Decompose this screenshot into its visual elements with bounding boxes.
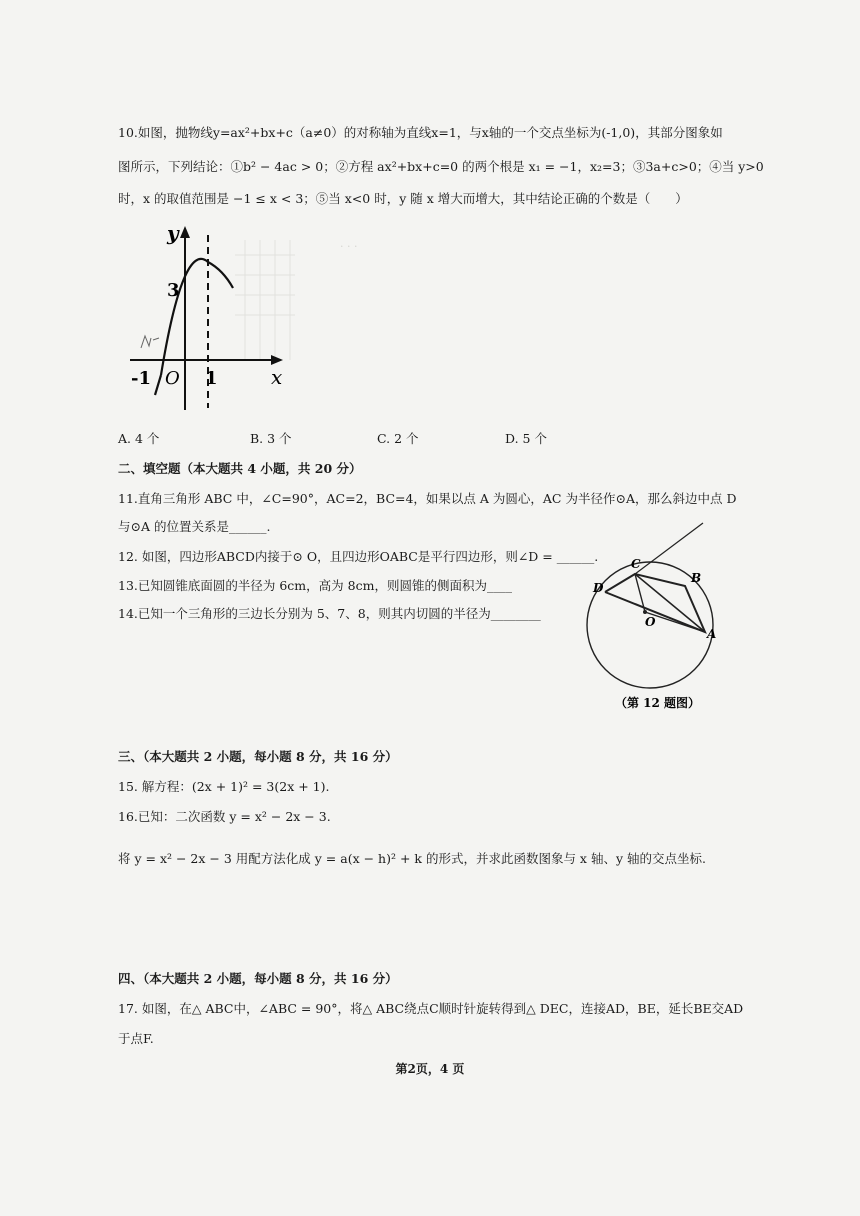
q10-option-a: A. 4 个 [118,431,160,446]
q14-text: 14.已知一个三角形的三边长分别为 5、7、8，则其内切圆的半径为________ [118,606,541,621]
section4-heading: 四、（本大题共 2 小题，每小题 8 分，共 16 分） [118,971,398,986]
label-neg1: -1 [131,368,151,389]
label-1: 1 [205,368,218,389]
y-axis-label: y [167,221,179,245]
extension-line [635,523,703,574]
label-3: 3 [167,280,180,301]
q10-line2: 图所示，下列结论：①b² − 4ac > 0；②方程 ax²+bx+c=0 的两个根是 x₁ = −1，x₂=3；③3a+c>0；④当 y>0 [118,159,764,174]
page-footer: 第2页，4 页 [395,1062,465,1076]
label-o: O [645,615,656,629]
q12-text: 12. 如图，四边形ABCD内接于⊙ O，且四边形OABC是平行四边形，则∠D = ______. [118,549,599,564]
label-c: C [631,557,641,571]
q13-text: 13.已知圆锥底面圆的半径为 6cm，高为 8cm，则圆锥的侧面积为____ [118,578,512,593]
q15-text: 15. 解方程：(2x + 1)² = 3(2x + 1). [118,779,330,794]
q17-line1: 17. 如图，在△ ABC中，∠ABC = 90°，将△ ABC绕点C顺时针旋转得到△ DEC，连接AD，BE，延长BE交AD [118,1001,744,1016]
show-through-mark: · · · [340,240,358,253]
label-a: A [707,627,717,641]
q11-line1: 11.直角三角形 ABC 中，∠C=90°，AC=2，BC=4，如果以点 A 为圆心，AC 为半径作⊙A，那么斜边中点 D [118,491,737,506]
label-d: D [593,581,604,595]
parabola-curve [161,259,233,375]
q16-line1: 16.已知：二次函数 y = x² − 2x − 3. [118,809,331,824]
center-dot [643,610,647,614]
q10-line1: 10.如图，抛物线y=ax²+bx+c（a≠0）的对称轴为直线x=1，与x轴的一个交点坐标为(-1,0)，其部分图象如 [118,125,723,140]
x-axis-arrow-icon [271,355,283,365]
q12-circle-figure [585,520,745,715]
q10-option-c: C. 2 个 [377,431,419,446]
y-axis-arrow-icon [180,226,190,238]
section2-heading: 二、填空题（本大题共 4 小题，共 20 分） [118,461,362,476]
origin-label: O [165,368,180,389]
section3-heading: 三、（本大题共 2 小题，每小题 8 分，共 16 分） [118,749,398,764]
q10-line3: 时，x 的取值范围是 −1 ≤ x < 3；⑤当 x<0 时，y 随 x 增大而增大，其中结论正确的个数是（ ） [118,191,688,206]
q16-line2: 将 y = x² − 2x − 3 用配方法化成 y = a(x − h)² + k 的形式，并求此函数图象与 x 轴、y 轴的交点坐标. [118,851,706,866]
q10-parabola-figure [125,220,295,415]
q10-option-b: B. 3 个 [250,431,292,446]
label-b: B [691,571,702,585]
q17-line2: 于点F. [118,1031,154,1046]
scribble-mark [141,336,159,348]
q11-line2: 与⊙A 的位置关系是______. [118,519,271,534]
q10-option-d: D. 5 个 [505,431,547,446]
fig12-caption: （第 12 题图） [615,696,701,710]
x-axis-label: x [271,365,283,389]
